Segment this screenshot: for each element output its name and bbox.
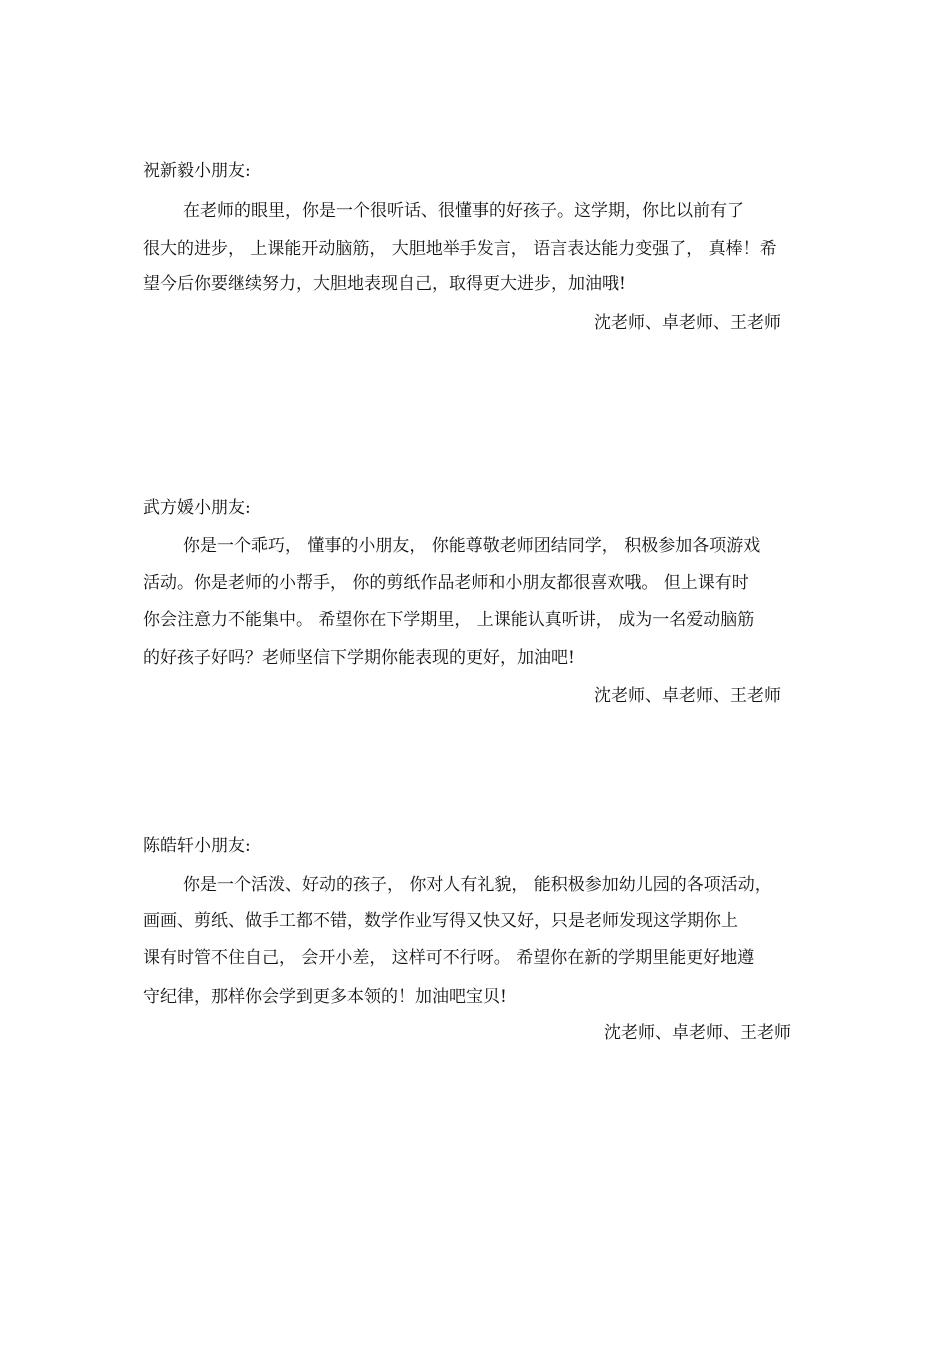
comment-block: [143, 836, 823, 1056]
student-greeting: 祝新毅小朋友:: [143, 161, 251, 181]
comment-line: 的好孩子好吗？老师坚信下学期你能表现的更好，加油吧!: [143, 648, 575, 668]
comment-line: 画画、剪纸、做手工都不错，数学作业写得又快又好，只是老师发现这学期你上: [143, 911, 738, 931]
comment-line: 守纪律，那样你会学到更多本领的！加油吧宝贝!: [143, 987, 507, 1007]
comment-line: 课有时管不住自己， 会开小差， 这样可不行呀。 希望你在新的学期里能更好地遵: [143, 948, 755, 968]
comment-line: 很大的进步， 上课能开动脑筋， 大胆地举手发言， 语言表达能力变强了， 真棒！希: [143, 239, 777, 259]
comment-block: [143, 161, 823, 351]
comment-line: 活动。你是老师的小帮手， 你的剪纸作品老师和小朋友都很喜欢哦。 但上课有时: [143, 573, 749, 593]
comment-line: 望今后你要继续努力，大胆地表现自己，取得更大进步，加油哦!: [143, 274, 626, 294]
comment-line: 你会注意力不能集中。 希望你在下学期里， 上课能认真听讲， 成为一名爱动脑筋: [143, 610, 755, 630]
teacher-signature: 沈老师、卓老师、王老师: [594, 686, 781, 706]
comment-line: 你是一个活泼、好动的孩子， 你对人有礼貌， 能积极参加幼儿园的各项活动，: [183, 875, 772, 895]
student-greeting: 武方媛小朋友:: [143, 498, 251, 518]
comment-line: 在老师的眼里，你是一个很听话、很懂事的好孩子。这学期，你比以前有了: [183, 201, 744, 221]
teacher-signature: 沈老师、卓老师、王老师: [594, 313, 781, 333]
teacher-signature: 沈老师、卓老师、王老师: [604, 1023, 791, 1043]
comment-line: 你是一个乖巧， 懂事的小朋友， 你能尊敬老师团结同学， 积极参加各项游戏: [183, 536, 761, 556]
comment-block: [143, 498, 823, 718]
student-greeting: 陈皓轩小朋友:: [143, 836, 251, 856]
